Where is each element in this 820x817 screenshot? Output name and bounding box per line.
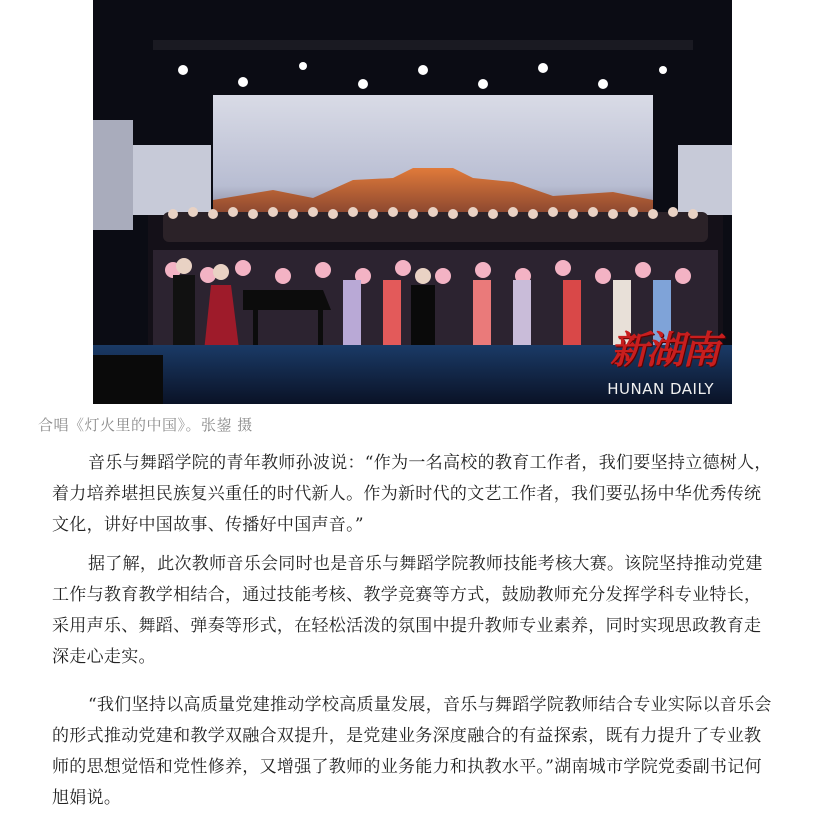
paragraph-3: “我们坚持以高质量党建推动学校高质量发展，音乐与舞蹈学院教师结合专业实际以音乐会的形式推动党建和教学双融合双提升，是党建业务深度融合的有益探索，既有力提升了专业教师的思想觉悟和党性修养，又增强了教师的业务能力和执教水平。”湖南城市学院党委副书记何旭娟说。 xyxy=(52,695,772,808)
paragraph-1: 音乐与舞蹈学院的青年教师孙波说：“作为一名高校的教育工作者，我们要坚持立德树人，着力培养堪担民族复兴重任的时代新人。作为新时代的文艺工作者，我们要弘扬中华优秀传统文化，讲好中国故事、传播好中国声音。” xyxy=(52,453,772,535)
choir-concert-photo xyxy=(93,0,732,404)
photo-caption: 合唱《灯火里的中国》。张鋆 摄 xyxy=(38,416,253,434)
watermark-logo: 新湖南 xyxy=(609,327,718,372)
paragraph-2: 据了解，此次教师音乐会同时也是音乐与舞蹈学院教师技能考核大赛。该院坚持推动党建工作与教育教学相结合，通过技能考核、教学竞赛等方式，鼓励教师充分发挥学科专业特长，采用声乐、舞蹈、弹奏等形式，在轻松活泼的氛围中提升教师专业素养，同时实现思政教育走深走心走实。 xyxy=(52,554,763,667)
watermark-text: HUNAN DAILY xyxy=(607,380,714,398)
